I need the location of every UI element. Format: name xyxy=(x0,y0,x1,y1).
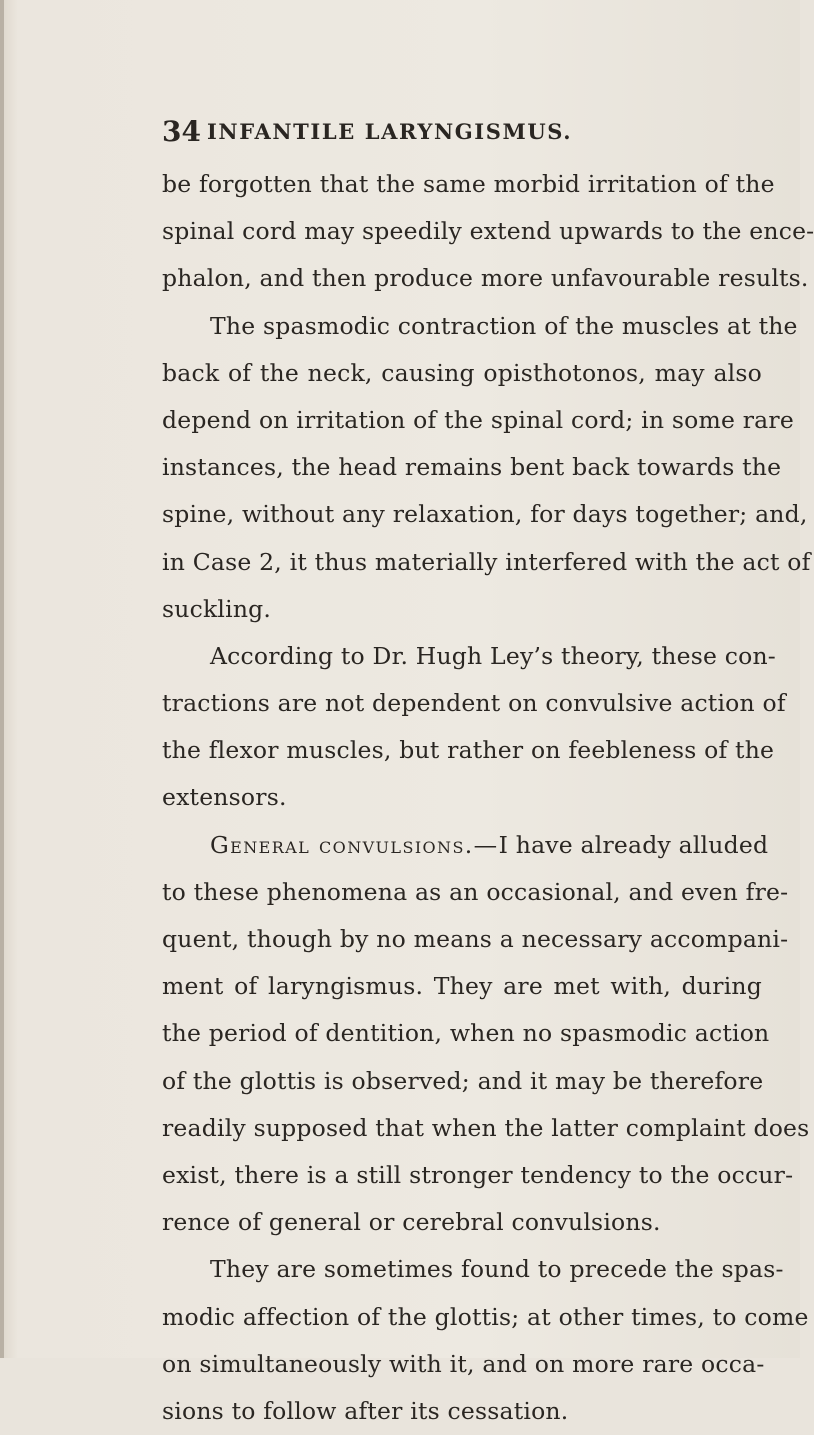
text-line-2: spinal cord may speedily extend upwards to the ence- xyxy=(162,217,814,246)
text-line-17: quent, though by no means a necessary accompani- xyxy=(162,925,789,953)
section-lead: General convulsions.— xyxy=(210,830,499,859)
text-line-25: modic affection of the glottis; at other times, to come xyxy=(162,1302,809,1331)
text-line-6: depend on irritation of the spinal cord; in some rare xyxy=(162,405,794,434)
text-line-27: sions to follow after its cessation. xyxy=(162,1396,569,1425)
text-line-7: instances, the head remains bent back towards the xyxy=(162,453,782,482)
text-line-9: in Case 2, it thus materially interfered with the act of xyxy=(162,547,811,576)
text-line-22: exist, there is a still stronger tendency to the occur- xyxy=(162,1160,794,1189)
text-line-13: the flexor muscles, but rather on feebleness of the xyxy=(162,736,775,765)
text-line-12: tractions are not dependent on convulsive action of xyxy=(162,689,786,718)
text-line-5: back of the neck, causing opisthotonos, may also xyxy=(162,358,762,387)
text-line-23: rence of general or cerebral convulsions. xyxy=(162,1208,661,1237)
text-line-18: ment of laryngismus. They are met with, during xyxy=(162,972,762,1001)
page-gutter-edge xyxy=(0,0,4,1358)
text-line-14: extensors. xyxy=(162,783,287,812)
section-lead-continuation: I have already alluded xyxy=(498,830,769,859)
page-number: 34 xyxy=(162,115,201,148)
text-line-4: The spasmodic contraction of the muscles at the xyxy=(210,311,798,340)
text-line-11: According to Dr. Hugh Ley’s theory, these con- xyxy=(210,641,776,670)
text-line-21: readily supposed that when the latter complaint does xyxy=(162,1113,810,1142)
running-head xyxy=(162,112,762,152)
text-line-1: be forgotten that the same morbid irritation of the xyxy=(162,170,775,198)
text-line-20: of the glottis is observed; and it may be therefore xyxy=(162,1066,764,1095)
text-line-24: They are sometimes found to precede the spas- xyxy=(210,1255,784,1284)
text-line-19: the period of dentition, when no spasmodic action xyxy=(162,1019,770,1048)
text-line-3: phalon, and then produce more unfavourable results. xyxy=(162,264,809,293)
text-line-16: to these phenomena as an occasional, and even fre- xyxy=(162,877,789,906)
text-line-10: suckling. xyxy=(162,594,272,623)
text-line-15 xyxy=(162,822,769,869)
text-line-26: on simultaneously with it, and on more rare occa- xyxy=(162,1349,765,1378)
body-text xyxy=(162,161,814,1435)
text-line-8: spine, without any relaxation, for days together; and, xyxy=(162,500,808,529)
running-title: INFANTILE LARYNGISMUS. xyxy=(207,119,573,144)
